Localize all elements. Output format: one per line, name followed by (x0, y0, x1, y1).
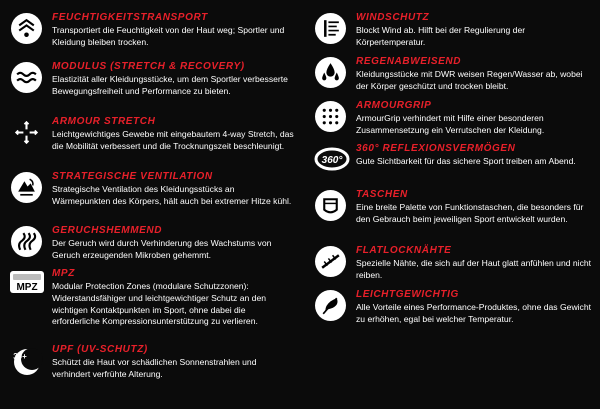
grip-icon (315, 101, 346, 132)
feature-description: Transportiert die Feuchtigkeit von der Haut weg; Sportler und Kleidung bleiben trocken. (52, 25, 285, 47)
feature-description: Blockt Wind ab. Hilft bei der Regulierung der Körpertemperatur. (356, 25, 526, 47)
feature-description: Kleidungsstücke mit DWR weisen Regen/Wasser ab, wobei der Körper geschützt und trocken bleibt. (356, 69, 583, 91)
stretch-recovery-icon (11, 62, 42, 93)
feature-description: Eine breite Palette von Funktionstaschen, die besonders für den Gebrauch beim jeweiligen Sport entwickelt wurden. (356, 202, 584, 224)
mpz-icon-label: MPZ (16, 282, 38, 293)
feature-description: Strategische Ventilation des Kleidungsstücks an Wärmepunkten des Körpers, hält auch bei extremer Hitze kühl. (52, 184, 292, 206)
feature-title: UPF (UV-SCHUTZ) (52, 344, 148, 355)
feature-description: Leichtgewichtiges Gewebe mit eingebautem 4-way Stretch, das die Mobilität verbessert und die Trocknungszeit beschleunigt. (52, 129, 294, 151)
feature-title: FEUCHTIGKEITSTRANSPORT (52, 12, 208, 23)
four-way-stretch-icon (11, 117, 42, 148)
feature-title: WINDSCHUTZ (356, 12, 430, 23)
odor-control-icon (11, 226, 42, 257)
moisture-transport-icon (11, 13, 42, 44)
feature-title: REGENABWEISEND (356, 56, 462, 67)
feature-title: MPZ (52, 268, 75, 279)
ventilation-icon (11, 172, 42, 203)
feature-description: Elastizität aller Kleidungsstücke, um dem Sportler verbesserte Bewegungsfreiheit und Performance zu bieten. (52, 74, 288, 96)
feature-title: ARMOURGRIP (356, 100, 432, 111)
flatlock-seams-icon (315, 246, 346, 277)
wind-protection-icon (315, 13, 346, 44)
feature-description: Schützt die Haut vor schädlichen Sonnenstrahlen und verhindert verfrühte Alterung. (52, 357, 257, 379)
feature-title: GERUCHSHEMMEND (52, 225, 163, 236)
feature-title: MODULUS (STRETCH & RECOVERY) (52, 61, 245, 72)
feature-description: Spezielle Nähte, die sich auf der Haut glatt anfühlen und nicht reiben. (356, 258, 592, 280)
feature-description: Gute Sichtbarkeit für das sichere Sport treiben am Abend. (356, 156, 576, 166)
feature-title: TASCHEN (356, 189, 408, 200)
feature-title: 360° REFLEXIONSVERMÖGEN (356, 143, 516, 154)
uv-protection-icon (9, 344, 45, 378)
lightweight-feather-icon (315, 290, 346, 321)
feature-description: Der Geruch wird durch Verhinderung des Wachstums von Geruch erzeugenden Mikroben gehemmt. (52, 238, 272, 260)
pockets-icon (315, 190, 346, 221)
mpz-icon (9, 270, 45, 294)
uv-icon-label: 30+ (13, 352, 27, 361)
feature-description: Alle Vorteile eines Performance-Produktes, ohne das Gewicht zu erhöhen, egal bei welcher Temperatur. (356, 302, 592, 324)
feature-title: FLATLOCKNÄHTE (356, 245, 452, 256)
feature-description: ArmourGrip verhindert mit Hilfe einer besonderen Zusammensetzung ein Verrutschen der Kleidung. (356, 113, 545, 135)
water-repellent-icon (315, 57, 346, 88)
reflective-360-icon (313, 146, 351, 172)
reflective-icon-label: 360° (321, 155, 343, 166)
feature-title: STRATEGISCHE VENTILATION (52, 171, 213, 182)
feature-title: LEICHTGEWICHTIG (356, 289, 459, 300)
feature-title: ARMOUR STRETCH (52, 116, 156, 127)
feature-description: Modular Protection Zones (modulare Schutzzonen): Widerstandsfähiger und leichtgewichtiger Schutz an den wichtigen Kontaktpunkten im Sport, ohne dabei die erforderliche Kompressionsunterstützung zu verlieren. (52, 281, 267, 327)
